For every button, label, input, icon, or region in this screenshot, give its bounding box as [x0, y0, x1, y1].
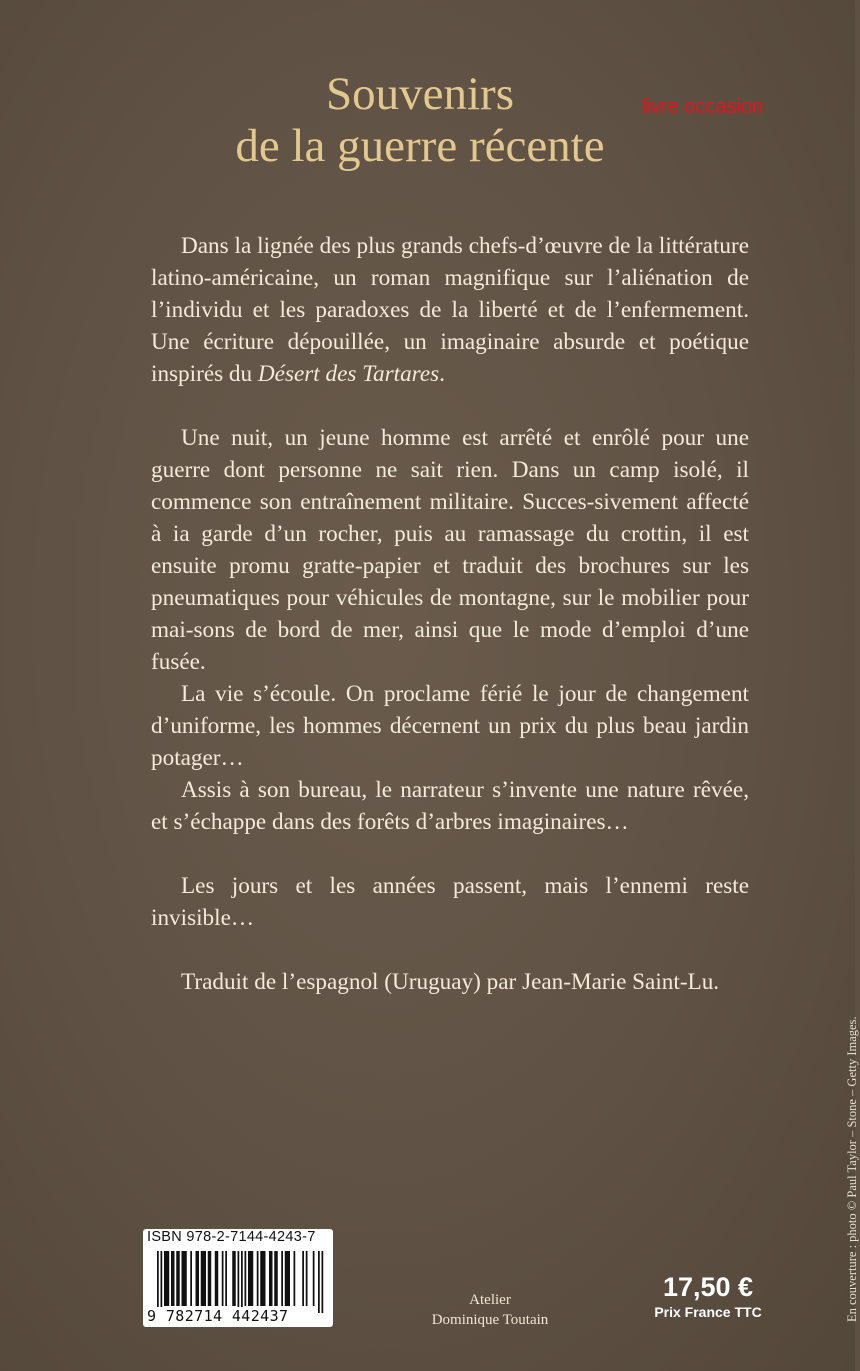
barcode-bar	[306, 1251, 308, 1306]
photo-credit: En couverture : photo © Paul Taylor – Stone – Getty Images.	[845, 1016, 859, 1322]
used-book-label: livre occasion	[642, 96, 764, 118]
isbn-barcode	[143, 1229, 333, 1327]
translator-credit: Traduit de l’espagnol (Uruguay) par Jean-Marie Saint-Lu.	[181, 969, 720, 995]
barcode-bar	[190, 1251, 192, 1306]
blurb-paragraph-3: La vie s’écoule. On proclame férié le jour de changement d’uniforme, les hommes décernent un prix du plus beau jardin potager…	[151, 681, 749, 771]
barcode-bar	[302, 1251, 304, 1306]
price-amount: 17,50 €	[662, 1272, 754, 1302]
barcode-bar	[201, 1251, 206, 1306]
blurb-paragraph-1	[151, 230, 749, 390]
barcode-bar	[238, 1251, 240, 1313]
barcode-bar	[161, 1251, 163, 1313]
book-title	[150, 68, 690, 172]
price-label: Prix France TTC	[654, 1304, 762, 1320]
barcode-bar	[176, 1251, 180, 1306]
publisher-line-2: Dominique Toutain	[431, 1312, 549, 1328]
barcode-bar	[248, 1251, 253, 1306]
barcode-bar	[215, 1251, 219, 1306]
barcode-bar	[171, 1251, 175, 1306]
barcode-bar	[245, 1251, 247, 1306]
isbn-number: ISBN 978-2-7144-4243-7	[147, 1229, 316, 1245]
price-block	[638, 1272, 778, 1320]
barcode-bar	[294, 1251, 296, 1306]
blurb-paragraph-5: Les jours et les années passent, mais l’ennemi reste invisible…	[151, 873, 749, 931]
publisher-line-1: Atelier	[469, 1292, 511, 1308]
blurb-paragraph-4: Assis à son bureau, le narrateur s’invente une nature rêvée, et s’échappe dans des forêts d’arbres imaginaires…	[151, 777, 749, 835]
barcode-bar	[222, 1251, 224, 1306]
barcode-bar	[313, 1251, 315, 1306]
barcode-bar	[232, 1251, 236, 1306]
barcode-bar	[269, 1251, 273, 1306]
barcode-bar	[196, 1251, 200, 1306]
publisher-name	[390, 1290, 590, 1330]
barcode-bar	[318, 1251, 320, 1313]
barcode-bar	[274, 1251, 278, 1306]
barcode-bar	[208, 1251, 212, 1306]
barcode-bar	[281, 1251, 283, 1306]
barcode-bar	[241, 1251, 243, 1313]
barcode-bar	[182, 1251, 187, 1306]
barcode-bar	[322, 1251, 324, 1313]
barcode-bar	[285, 1251, 290, 1306]
blurb-paragraph-1-end: .	[439, 361, 445, 387]
ean-digits: 9 782714 442437	[147, 1307, 289, 1325]
barcode-bar	[164, 1251, 169, 1306]
book-reference-italic: Désert des Tartares	[257, 361, 440, 387]
title-line-2: de la guerre récente	[235, 120, 605, 172]
barcode-bars	[155, 1251, 325, 1313]
barcode-bar	[225, 1251, 227, 1306]
barcode-bar	[157, 1251, 159, 1313]
title-line-1: Souvenirs	[326, 68, 514, 120]
barcode-bar	[260, 1251, 265, 1306]
barcode-bar	[257, 1251, 259, 1306]
blurb-paragraph-1-text: Dans la lignée des plus grands chefs-d’œuvre de la littérature latino-américaine, un roman magnifique sur l’aliénation de l’individu et les paradoxes de la liberté et de l’enfermement. Une écriture dépouillée, un imaginaire absurde et poétique inspirés du	[151, 233, 749, 387]
blurb-paragraph-2: Une nuit, un jeune homme est arrêté et enrôlé pour une guerre dont personne ne sait rien. Dans un camp isolé, il commence son entraînement militaire. Succes-sivement affecté à ia garde d’un rocher, puis au ramassage du crottin, il est ensuite promu gratte-papier et traduit des brochures sur les pneumatiques pour véhicules de montagne, sur le mobilier pour mai-sons de bord de mer, ainsi que le mode d’emploi d’une fusée.	[151, 425, 749, 675]
blurb	[151, 230, 749, 998]
